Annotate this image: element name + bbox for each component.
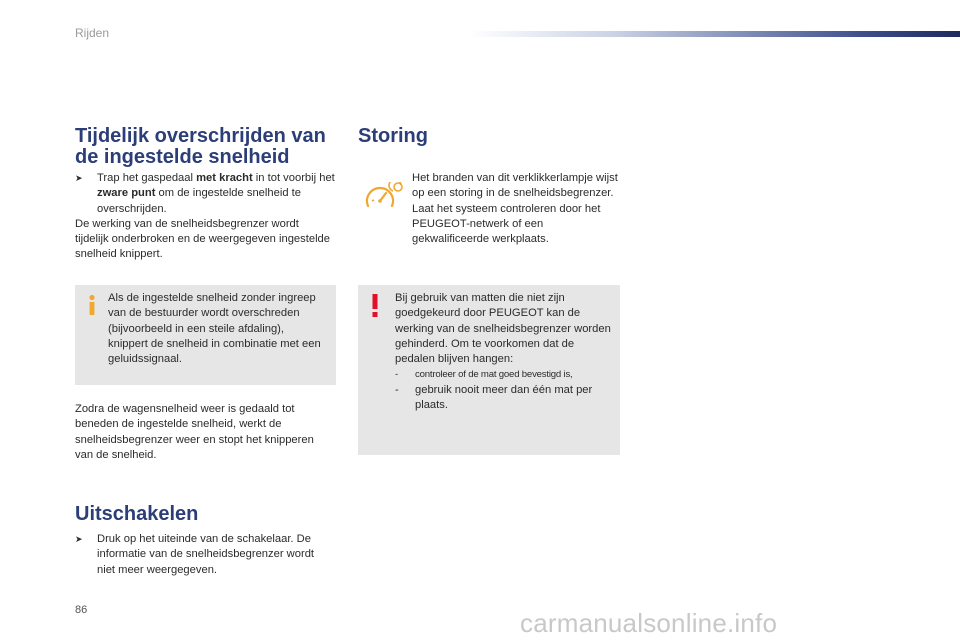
heading-fault: Storing <box>358 125 428 147</box>
fault-description: Het branden van dit verklikkerlampje wijst op een storing in de snelheidsbegrenzer. Laat het systeem controleren door het PEUGEOT-netwerk of een gekwalificeerde werkplaats. <box>412 172 618 246</box>
bullet-text-bold: zware punt <box>97 187 156 200</box>
dash-bullet: - <box>395 383 399 396</box>
exclamation-icon <box>370 294 380 318</box>
bullet-text: Druk op het uiteinde van de schakelaar. De informatie van de snelheidsbegrenzer wordt niet meer weergegeven. <box>97 533 315 576</box>
bullet-text-part: in tot voorbij het <box>252 172 335 184</box>
arrow-bullet-icon: ➤ <box>75 173 83 183</box>
bullet-text-part: om de ingestelde snelheid te overschrijden. <box>97 187 301 215</box>
bullet-item <box>75 171 335 217</box>
info-note-text: Als de ingestelde snelheid zonder ingreep van de bestuurder wordt overschreden (bijvoorbeeld in een steile afdaling), knippert de snelheid in combinatie met een geluidssignaal. <box>108 292 321 366</box>
speed-limiter-warning-lamp-icon <box>364 182 406 212</box>
dash-bullet: - <box>395 369 398 381</box>
list-item-text: controleer of de mat goed bevestigd is, <box>415 369 573 381</box>
heading-deactivate: Uitschakelen <box>75 503 199 525</box>
paragraph-resume: Zodra de wagensnelheid weer is gedaald tot beneden de ingestelde snelheid, werkt de snelheidsbegrenzer weer en stopt het knipperen van de snelheid. <box>75 403 314 461</box>
bullet-text <box>97 171 335 217</box>
watermark: carmanualsonline.info <box>520 608 778 638</box>
list-item-text: gebruik nooit meer dan één mat per plaats. <box>415 383 593 412</box>
override-instructions <box>75 171 335 263</box>
heading-temporary-override: Tijdelijk overschrijden van de ingestelde snelheid <box>75 125 326 168</box>
page-number: 86 <box>75 604 88 616</box>
info-icon <box>85 294 99 316</box>
warning-paragraph: Bij gebruik van matten die niet zijn goedgekeurd door PEUGEOT kan de werking van de snelheidsbegrenzer worden gehinderd. Om te voorkomen dat de pedalen blijven hangen: <box>395 292 611 366</box>
bullet-text-bold: met kracht <box>196 172 253 184</box>
list-item <box>395 367 617 382</box>
deactivate-instructions <box>75 532 335 578</box>
warning-note-box <box>358 285 620 455</box>
bullet-item <box>75 532 335 578</box>
section-title: Rijden <box>75 26 110 40</box>
info-note-box <box>75 285 336 385</box>
paragraph: De werking van de snelheidsbegrenzer wordt tijdelijk onderbroken en de weergegeven ingestelde snelheid knippert. <box>75 217 331 261</box>
list-item <box>395 383 617 414</box>
arrow-bullet-icon: ➤ <box>75 534 83 544</box>
bullet-text-part: Trap het gaspedaal <box>97 172 197 184</box>
header-bar <box>470 31 960 37</box>
warning-note-text <box>395 291 617 413</box>
